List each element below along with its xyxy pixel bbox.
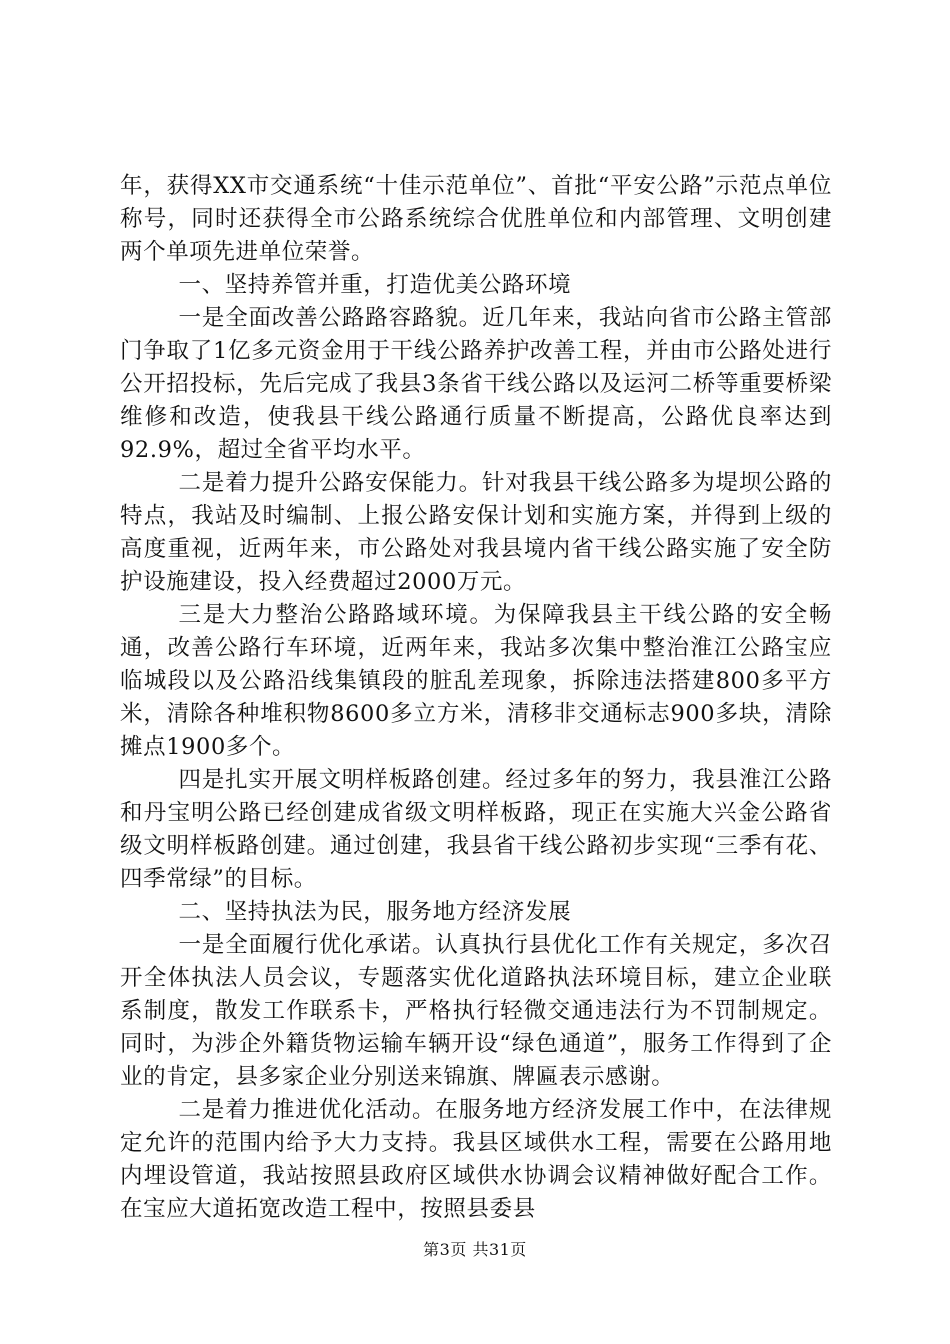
paragraph-5: 四是扎实开展文明样板路创建。经过多年的努力，我县淮江公路和丹宝明公路已经创建成省级文明样板路，现正在实施大兴金公路省级文明样板路创建。通过创建，我县省干线公路初步实现“三季有花、四季常绿”的目标。 — [120, 767, 832, 892]
paragraph-2: 一是全面改善公路路容路貌。近几年来，我站向省市公路主管部门争取了1亿多元资金用于干线公路养护改善工程，并由市公路处进行公开招投标，先后完成了我县3条省干线公路以及运河二桥等重要桥梁维修和改造，使我县干线公路通行质量不断提高，公路优良率达到92.9%，超过全省平均水平。 — [120, 305, 832, 463]
paragraph-4: 三是大力整治公路路域环境。为保障我县主干线公路的安全畅通，改善公路行车环境，近两年来，我站多次集中整治淮江公路宝应临城段以及公路沿线集镇段的脏乱差现象，拆除违法搭建800多平方米，清除各种堆积物8600多立方米，清移非交通标志900多块，清除摊点1900多个。 — [120, 602, 832, 760]
paragraph-3: 二是着力提升公路安保能力。针对我县干线公路多为堤坝公路的特点，我站及时编制、上报公路安保计划和实施方案，并得到上级的高度重视，近两年来，市公路处对我县境内省干线公路实施了安全防护设施建设，投入经费超过2000万元。 — [120, 470, 832, 595]
page-footer: 第3页 共31页 — [423, 1240, 527, 1259]
paragraph-6: 一是全面履行优化承诺。认真执行县优化工作有关规定，多次召开全体执法人员会议，专题落实优化道路执法环境目标，建立企业联系制度，散发工作联系卡，严格执行轻微交通违法行为不罚制规定。同时，为涉企外籍货物运输车辆开设“绿色通道”，服务工作得到了企业的肯定，县多家企业分别送来锦旗、牌匾表示感谢。 — [120, 932, 832, 1090]
section-heading-1: 一、坚持养管并重，打造优美公路环境 — [178, 272, 572, 298]
paragraph-7: 二是着力推进优化活动。在服务地方经济发展工作中，在法律规定允许的范围内给予大力支持。我县区域供水工程，需要在公路用地内埋设管道，我站按照县政府区域供水协调会议精神做好配合工作。在宝应大道拓宽改造工程中，按照县委县 — [120, 1097, 832, 1222]
document-body — [120, 170, 832, 1226]
section-heading-2: 二、坚持执法为民，服务地方经济发展 — [178, 899, 572, 925]
paragraph-1: 年，获得XX市交通系统“十佳示范单位”、首批“平安公路”示范点单位称号，同时还获得全市公路系统综合优胜单位和内部管理、文明创建两个单项先进单位荣誉。 — [120, 173, 832, 265]
